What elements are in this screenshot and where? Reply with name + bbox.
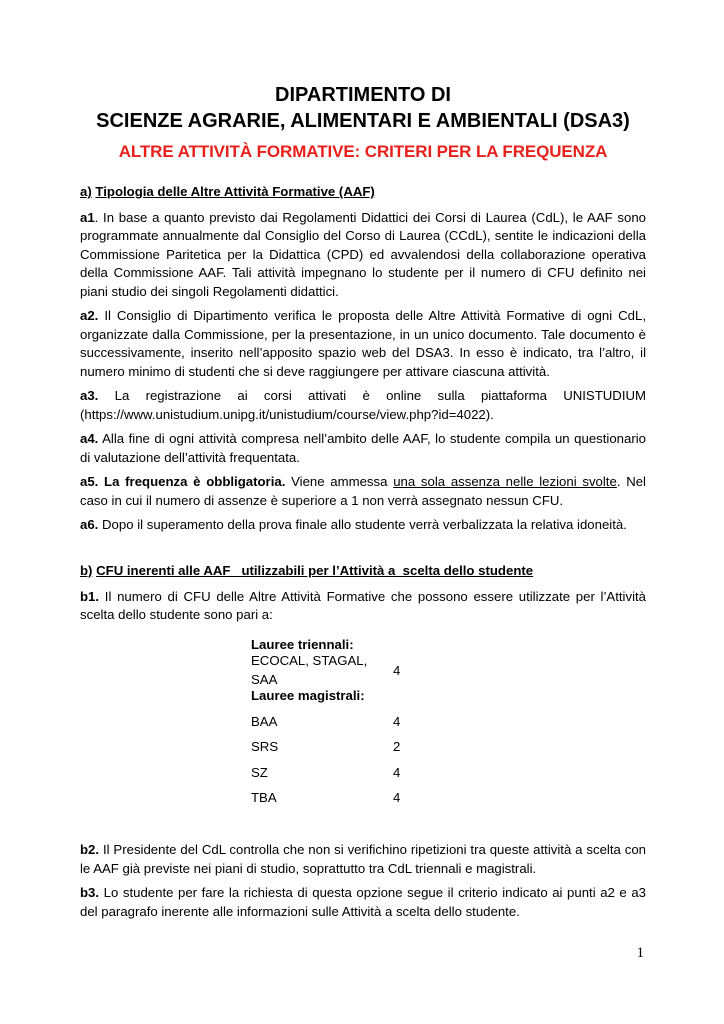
- document-subtitle: ALTRE ATTIVITÀ FORMATIVE: CRITERI PER LA FREQUENZA: [118, 142, 608, 161]
- paragraph-b3: b3. Lo studente per fare la richiesta di questa opzione segue il criterio indicato ai punti a2 e a3 del paragrafo inerente alle informazioni sulle Attività a scelta dello studente.: [80, 885, 646, 919]
- section-a-heading: [80, 183, 646, 202]
- paragraph-b1: b1. Il numero di CFU delle Altre Attività Formative che possono essere utilizzate per l’Attività scelta dello studente sono pari a:: [80, 588, 646, 622]
- table-row: ECOCAL, STAGAL, SAA 4: [251, 653, 401, 687]
- section-b-letter: b): [80, 563, 93, 578]
- section-a-letter: a): [80, 184, 92, 199]
- section-a-title: Tipologia delle Altre Attività Formative (AAF): [95, 184, 375, 199]
- page-number: 1: [636, 945, 644, 961]
- paragraph-a3: a3. La registrazione ai corsi attivati è online sulla piattaforma UNISTUDIUM (https://www.unistudium.unipg.it/unistudium/course/view.php?id=4022).: [80, 388, 646, 422]
- paragraph-a1: a1. In base a quanto previsto dai Regolamenti Didattici dei Corsi di Laurea (CdL), le AAF sono programmate annualmente dal Consiglio del Corso di Laurea (CCdL), sentite le indicazioni della Commissione Paritetica per la Didattica (CPD) ed avvalendosi della collaborazione operativa della Commissione AAF. Tali attività impegnano lo studente per il numero di CFU definito nei piani studio dei singoli Regolamenti didattici.: [80, 209, 646, 299]
- table-row: [251, 684, 646, 710]
- section-b-heading: [80, 562, 646, 581]
- table-row: SZ 4: [251, 764, 401, 780]
- paragraph-a5: a5. La frequenza è obbligatoria. Viene ammessa una sola assenza nelle lezioni svolte. Nel caso in cui il numero di assenze è superiore a 1 non verrà assegnato nessun CFU.: [80, 474, 646, 508]
- table-row: BAA 4: [251, 713, 401, 729]
- paragraph-b2: b2. Il Presidente del CdL controlla che non si verifichino ripetizioni tra queste attività a scelta con le AAF già previste nei piani di studio, soprattutto tra CdL triennali e magistrali.: [80, 842, 646, 876]
- cfu-table: [251, 633, 646, 812]
- paragraph-a4: a4. Alla fine di ogni attività compresa nell’ambito delle AAF, lo studente compila un questionario di valutazione dell’attività frequentata.: [80, 431, 646, 465]
- table-row: TBA 4: [251, 790, 401, 805]
- paragraph-a2: a2. Il Consiglio di Dipartimento verifica le proposta delle Altre Attività Formative di ogni CdL, organizzate dalla Commissione, per la presentazione, in un unico documento. Tale documento è successivamente, inserito nell’apposito spazio web del DSA3. In esso è indicato, tra l’altro, il numero minimo di studenti che si deve raggiungere per attivare ciascuna attività.: [80, 308, 646, 379]
- department-title-line2: SCIENZE AGRARIE, ALIMENTARI E AMBIENTALI (DSA3): [96, 110, 630, 132]
- magistrali-label: Lauree magistrali:: [251, 688, 365, 703]
- section-a: [80, 183, 646, 541]
- table-row: SRS 2: [251, 739, 401, 754]
- paragraph-a6: a6. Dopo il superamento della prova finale allo studente verrà verbalizzata la relativa idoneità.: [80, 517, 627, 532]
- triennali-label: Lauree triennali:: [251, 637, 354, 652]
- section-b-title: CFU inerenti alle AAF utilizzabili per l’Attività a scelta dello studente: [96, 563, 534, 578]
- department-title-line1: DIPARTIMENTO DI: [275, 84, 451, 106]
- section-b: [80, 562, 646, 927]
